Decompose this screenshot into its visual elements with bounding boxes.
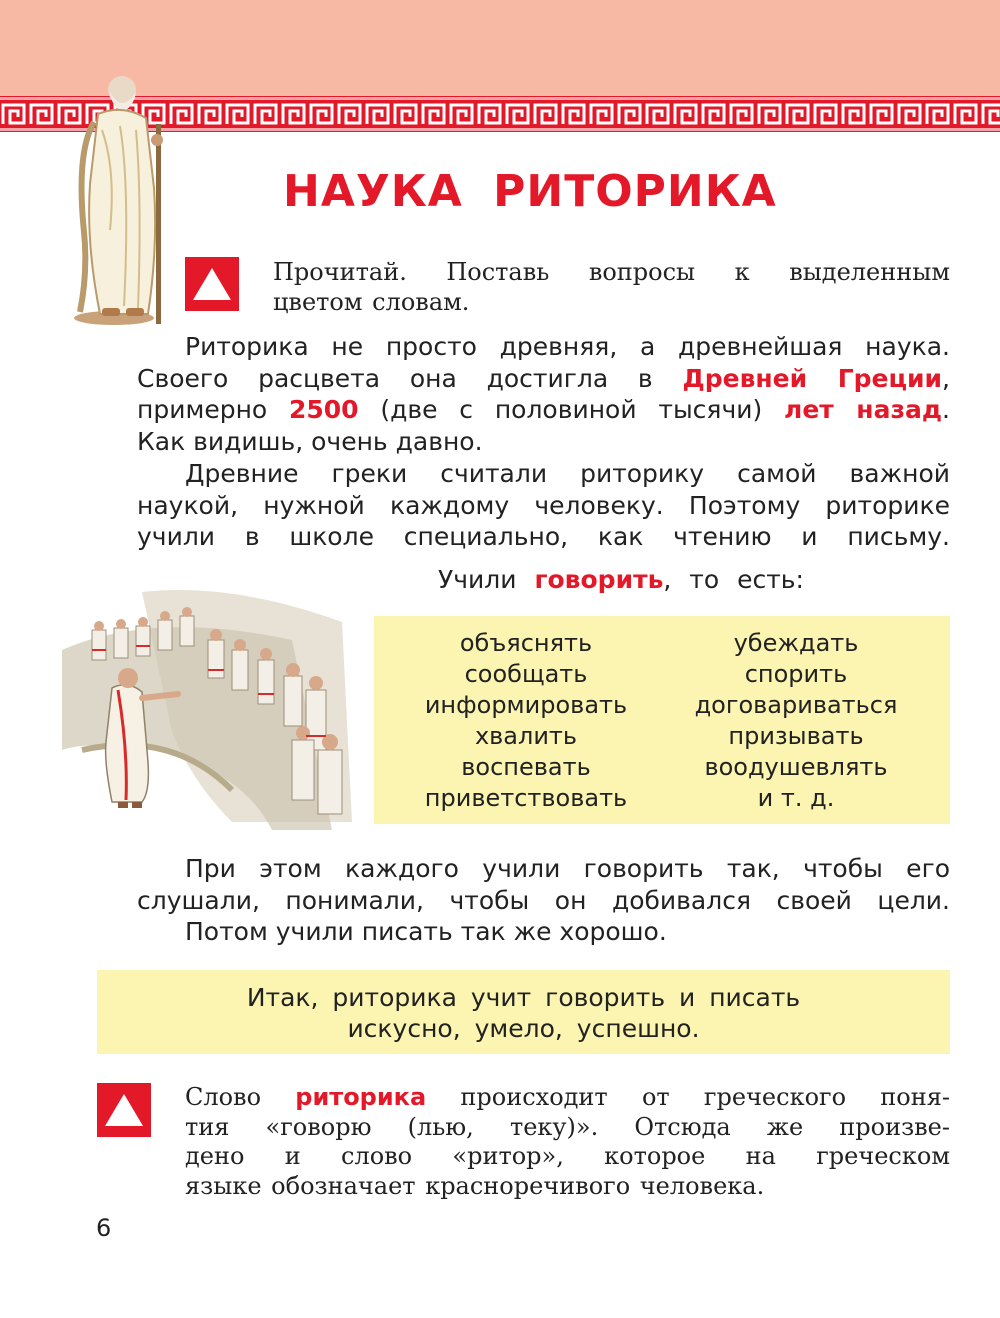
task-line: Прочитай. Поставь вопросы к выделенным bbox=[273, 258, 950, 286]
verb-item: убеждать bbox=[733, 629, 859, 657]
verb-item: сообщать bbox=[464, 660, 588, 688]
red-triangle-icon bbox=[185, 257, 239, 311]
highlight-years-ago: лет назад bbox=[784, 395, 943, 424]
paragraph-greeks bbox=[137, 458, 950, 553]
verb-item: приветствовать bbox=[424, 784, 628, 812]
task-line: цветом словам. bbox=[273, 288, 470, 316]
text-line: Своего расцвета она достигла в Древней Греции, bbox=[137, 363, 950, 393]
highlight-ancient-greece: Древней Греции bbox=[682, 363, 943, 393]
taught-to-speak-line: Учили говорить, то есть: bbox=[438, 565, 804, 594]
page-number: 6 bbox=[96, 1214, 112, 1242]
page-title: НАУКА РИТОРИКА bbox=[283, 166, 777, 217]
summary-line: Итак, риторика учит говорить и писать bbox=[246, 983, 801, 1012]
verb-item: хвалить bbox=[474, 722, 578, 750]
task-instruction bbox=[273, 257, 950, 317]
verb-item: воодушевлять bbox=[704, 753, 888, 781]
highlight-speak: говорить bbox=[534, 565, 664, 594]
verb-item: договариваться bbox=[694, 691, 898, 719]
text-line: Слово риторика происходит от греческого поня- bbox=[185, 1083, 950, 1111]
text-line: Древние греки считали риторику самой важной bbox=[185, 459, 950, 488]
verbs-left-column bbox=[406, 628, 646, 814]
verb-item: объяснять bbox=[459, 629, 593, 657]
verbs-box bbox=[374, 616, 950, 824]
philosopher-illustration bbox=[62, 70, 180, 332]
red-triangle-icon bbox=[97, 1083, 151, 1137]
highlight-rhetoric: риторика bbox=[295, 1083, 427, 1111]
verbs-right-column bbox=[674, 628, 918, 814]
text-line: Риторика не просто древняя, а древнейшая наука. bbox=[185, 332, 950, 361]
verb-item: призывать bbox=[728, 722, 864, 750]
summary-box bbox=[97, 970, 950, 1054]
text-line: тия «говорю (лью, теку)». Отсюда же произве- bbox=[185, 1112, 950, 1141]
paragraph-purpose bbox=[137, 853, 950, 948]
verb-item: спорить bbox=[744, 660, 848, 688]
summary-line: искусно, умело, успешно. bbox=[347, 1014, 700, 1043]
text-line: Потом учили писать так же хорошо. bbox=[185, 917, 667, 946]
text-line: дено и слово «ритор», которое на греческом bbox=[185, 1142, 950, 1170]
text-line: языке обозначает красноречивого человека. bbox=[185, 1171, 765, 1200]
verb-item: и т. д. bbox=[757, 784, 835, 812]
text-line: примерно 2500 (две с половиной тысячи) лет назад. bbox=[137, 395, 950, 424]
verb-item: информировать bbox=[424, 691, 628, 719]
text-line: наукой, нужной каждому человеку. Поэтому риторике bbox=[137, 490, 950, 520]
text-line: Как видишь, очень давно. bbox=[137, 426, 483, 456]
word-origin-paragraph bbox=[185, 1083, 950, 1201]
text-line: учили в школе специально, как чтению и письму. bbox=[137, 522, 950, 551]
text-line: слушали, понимали, чтобы он добивался своей цели. bbox=[137, 885, 950, 915]
ancient-assembly-illustration bbox=[62, 590, 364, 832]
text-line: При этом каждого учили говорить так, чтобы его bbox=[185, 854, 950, 883]
paragraph-history bbox=[137, 331, 950, 457]
highlight-2500: 2500 bbox=[289, 395, 359, 424]
verb-item: воспевать bbox=[461, 753, 591, 781]
